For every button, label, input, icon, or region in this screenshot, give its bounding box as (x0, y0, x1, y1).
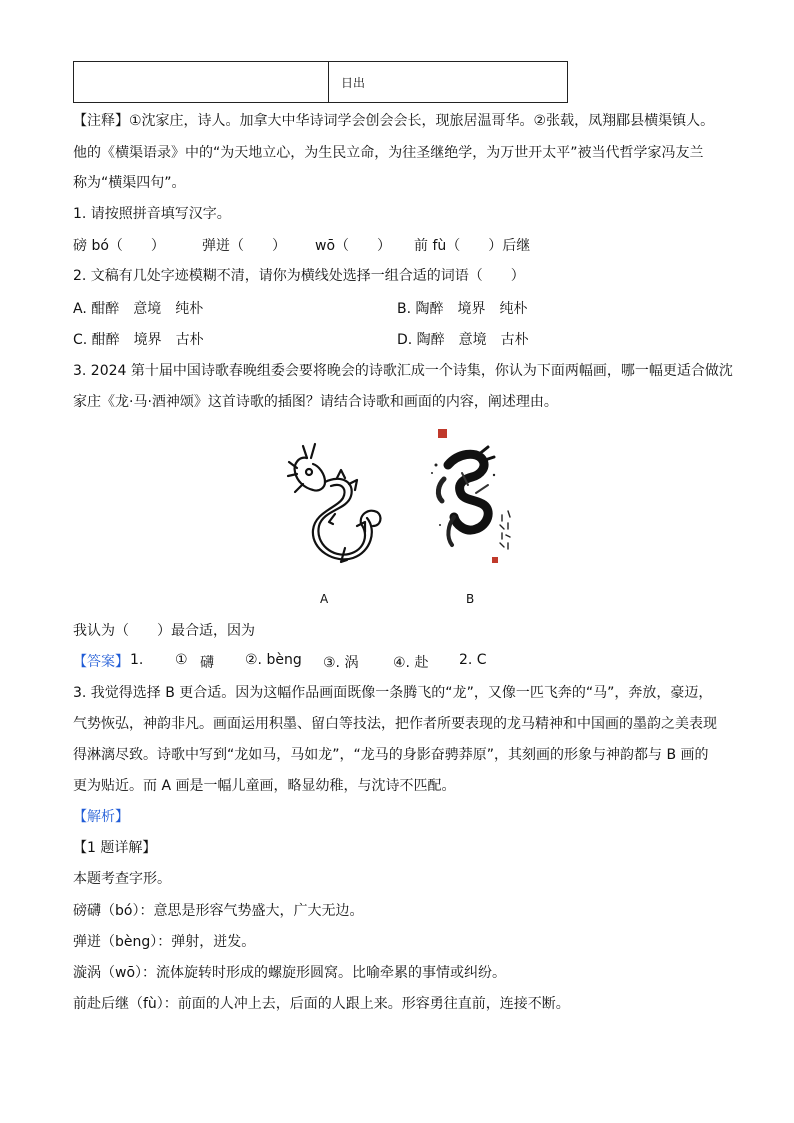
answer-q1-num: 1. (130, 652, 144, 668)
q3-answer-line: 我认为（ ）最合适，因为 (73, 623, 255, 639)
q2-title: 2. 文稿有几处字迹模糊不清，请你为横线处选择一组合适的词语（ ） (73, 268, 525, 284)
q2-option-c: C. 酣醉 境界 古朴 (73, 332, 204, 348)
q2-option-b: B. 陶醉 境界 纯朴 (397, 301, 528, 317)
answer-label-text: 【答案】 (73, 654, 129, 670)
answer-q3-line-4: 更为贴近。而 A 画是一幅儿童画，略显幼稚，与沈诗不匹配。 (73, 778, 456, 794)
analysis-item-1: 磅礴（bó）：意思是形容气势盛大，广大无边。 (73, 903, 364, 919)
analysis-item-3: 漩涡（wō）：流体旋转时形成的螺旋形圆窝。比喻牵累的事情或纠纷。 (73, 965, 507, 981)
answer-part-2: 礴 (200, 655, 214, 671)
analysis-intro: 本题考查字形。 (73, 871, 171, 887)
note-line-3: 称为“横渠四句”。 (73, 175, 186, 191)
answer-part-1: ① (175, 652, 188, 668)
q1-item-4: 前 fù（ ）后继 (414, 238, 531, 254)
caption-a: A (320, 592, 329, 606)
caption-b: B (466, 592, 475, 606)
answer-q2: 2. C (459, 652, 487, 668)
answer-part-4: ③. 涡 (323, 655, 359, 671)
dragon-drawing-a (285, 438, 385, 578)
note-label: 【注释】 (73, 113, 129, 129)
q1-title: 1. 请按照拼音填写汉字。 (73, 206, 231, 222)
note-line-1 (73, 111, 714, 131)
answer-label (73, 651, 129, 671)
analysis-sub: 【1 题详解】 (73, 840, 157, 856)
answer-part-5: ④. 赴 (393, 655, 429, 671)
q2-option-a: A. 酣醉 意境 纯朴 (73, 301, 204, 317)
analysis-label: 【解析】 (73, 809, 129, 825)
answer-q3-line-1: 3. 我觉得选择 B 更合适。因为这幅作品画面既像一条腾飞的“龙”，又像一匹飞奔的“马”，奔放，豪迈， (73, 685, 713, 701)
note-text-1: ①沈家庄，诗人。加拿大中华诗词学会创会会长，现旅居温哥华。②张载，凤翔郿县横渠镇人。 (129, 113, 715, 129)
q3-line-1: 3. 2024 第十届中国诗歌春晚组委会要将晚会的诗歌汇成一个诗集，你认为下面两幅画，哪一幅更适合做沈 (73, 363, 733, 379)
q1-item-3: wō（ ） (315, 238, 392, 254)
answer-q3-line-2: 气势恢弘，神韵非凡。画面运用积墨、留白等技法，把作者所要表现的龙马精神和中国画的墨韵之美表现 (73, 716, 717, 732)
analysis-item-2: 弹迸（bèng）：弹射，迸发。 (73, 934, 256, 950)
ink-painting-b (418, 425, 518, 575)
top-table (73, 61, 568, 103)
q1-item-2: 弹迸（ ） (202, 238, 286, 254)
analysis-item-4: 前赴后继（fù）：前面的人冲上去，后面的人跟上来。形容勇往直前，连接不断。 (73, 996, 570, 1012)
answer-part-3: ②. bèng (245, 652, 302, 668)
q2-option-d: D. 陶醉 意境 古朴 (397, 332, 529, 348)
answer-q3-line-3: 得淋漓尽致。诗歌中写到“龙如马，马如龙”，“龙马的身影奋骋莽原”，其刻画的形象与神韵都与 B 画的 (73, 747, 709, 763)
note-line-2: 他的《横渠语录》中的“为天地立心，为生民立命，为往圣继绝学，为万世开太平”被当代哲学家冯友兰 (73, 145, 704, 161)
q1-item-1: 磅 bó（ ） (73, 238, 165, 254)
q3-line-2: 家庄《龙·马·酒神颂》这首诗歌的插图？请结合诗歌和画面的内容，阐述理由。 (73, 394, 558, 410)
table-right-cell: 日出 (329, 62, 568, 103)
table-left-cell (74, 62, 329, 103)
